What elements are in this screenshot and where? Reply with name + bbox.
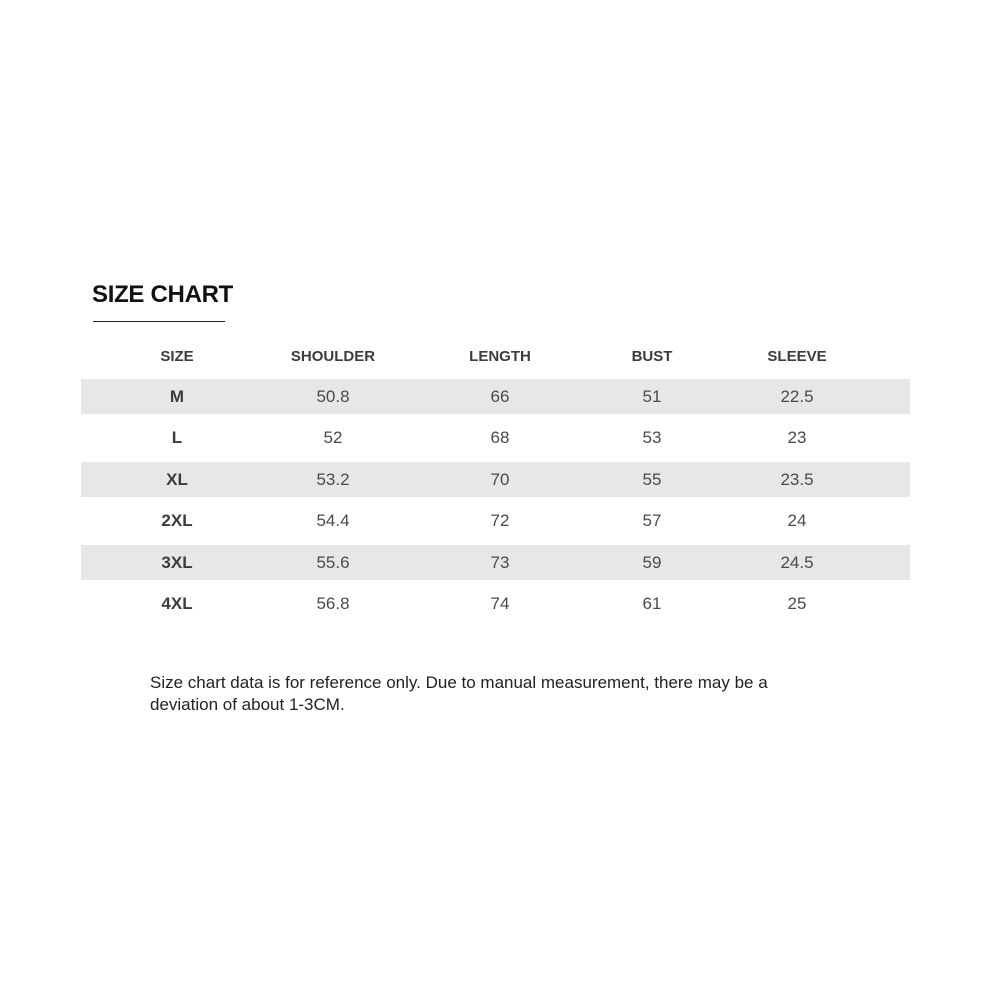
cell-sleeve: 22.5	[780, 386, 814, 406]
cell-length: 70	[490, 469, 510, 489]
page-title: SIZE CHART	[92, 281, 234, 308]
cell-size: 2XL	[161, 511, 193, 530]
cell-shoulder: 50.8	[316, 386, 350, 406]
cell-sleeve: 25	[787, 594, 807, 613]
header-sleeve: SLEEVE	[767, 347, 827, 365]
cell-length: 66	[490, 386, 510, 406]
cell-shoulder: 54.4	[316, 511, 350, 530]
cell-sleeve: 24	[787, 511, 807, 530]
header-bust: BUST	[631, 347, 673, 365]
header-length: LENGTH	[469, 347, 531, 365]
table-row	[81, 504, 910, 539]
cell-length: 72	[490, 511, 510, 530]
cell-size: M	[169, 386, 185, 406]
cell-sleeve: 23.5	[780, 469, 814, 489]
table-row	[81, 545, 910, 580]
cell-length: 68	[490, 428, 510, 447]
cell-bust: 59	[642, 552, 662, 572]
cell-shoulder: 55.6	[316, 552, 350, 572]
cell-bust: 53	[642, 428, 662, 447]
header-size: SIZE	[160, 347, 194, 365]
cell-shoulder: 52	[323, 428, 343, 447]
cell-sleeve: 24.5	[780, 552, 814, 572]
table-row	[81, 587, 910, 622]
size-table	[81, 337, 910, 628]
header-shoulder: SHOULDER	[290, 347, 376, 365]
cell-size: L	[171, 428, 183, 447]
cell-shoulder: 53.2	[316, 469, 350, 489]
cell-length: 73	[490, 552, 510, 572]
title-underline	[93, 321, 225, 322]
cell-shoulder: 56.8	[316, 594, 350, 613]
cell-bust: 61	[642, 594, 662, 613]
table-row	[81, 462, 910, 497]
cell-size: XL	[166, 469, 188, 489]
cell-bust: 55	[642, 469, 662, 489]
cell-size: 3XL	[161, 552, 193, 572]
cell-length: 74	[490, 594, 510, 613]
cell-size: 4XL	[161, 594, 193, 613]
table-row	[81, 421, 910, 456]
cell-sleeve: 23	[787, 428, 807, 447]
disclaimer-note: Size chart data is for reference only. Due to manual measurement, there may be a deviation of about 1-3CM.	[150, 673, 768, 714]
table-header-row	[81, 337, 910, 375]
table-row	[81, 379, 910, 414]
cell-bust: 57	[642, 511, 662, 530]
cell-bust: 51	[642, 386, 662, 406]
